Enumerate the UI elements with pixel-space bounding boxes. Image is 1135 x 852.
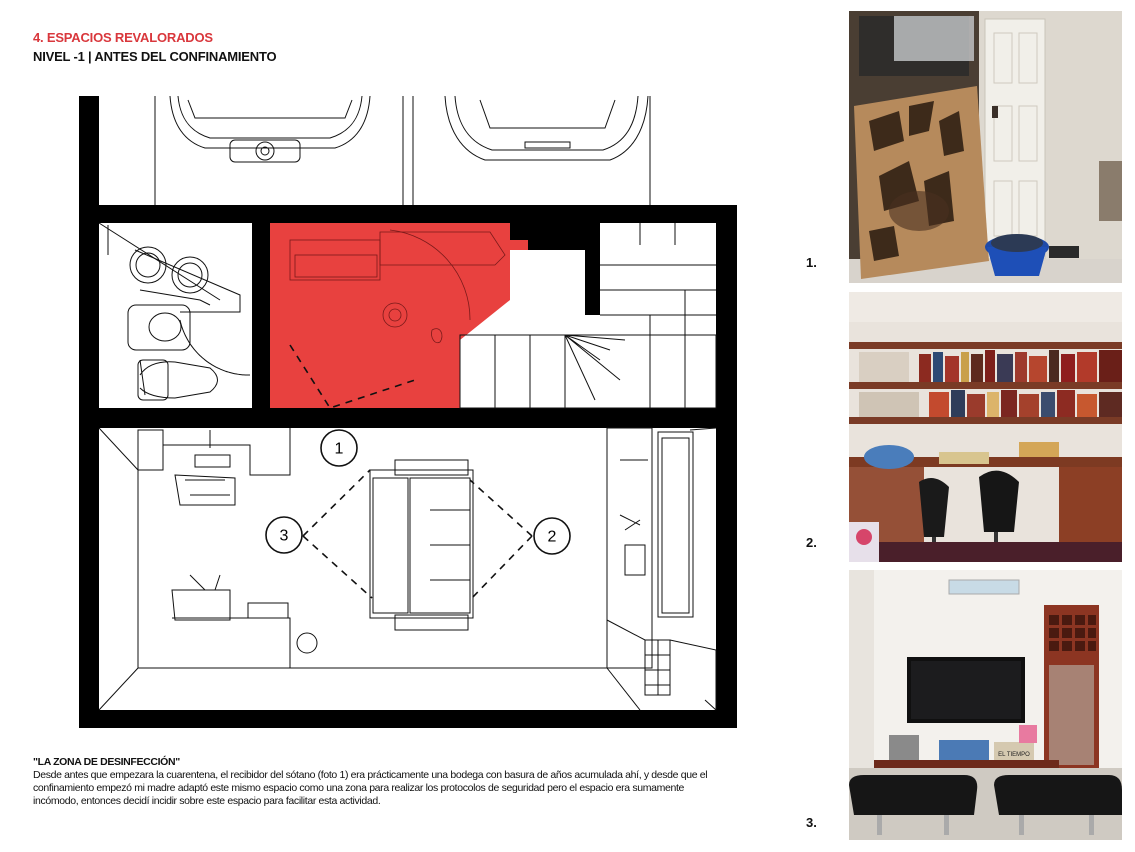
viewpoint-label-3: 3 xyxy=(279,527,289,545)
viewpoint-marker-1 xyxy=(321,430,357,466)
viewpoint-marker-3 xyxy=(266,517,302,553)
photo-number-2: 2. xyxy=(806,535,817,550)
caption xyxy=(33,756,723,808)
viewpoint-marker-2 xyxy=(534,518,570,554)
caption-title: "LA ZONA DE DESINFECCIÓN" xyxy=(33,756,180,768)
bathroom xyxy=(99,223,250,400)
viewpoint-label-2: 2 xyxy=(547,528,557,546)
car-left xyxy=(170,96,370,162)
photo3-tv-brand: EL TIEMPO xyxy=(998,752,1030,758)
photo-3 xyxy=(849,570,1122,840)
section-subtitle: NIVEL -1 | ANTES DEL CONFINAMIENTO xyxy=(33,49,277,64)
photo-number-1: 1. xyxy=(806,255,817,270)
photo-number-3: 3. xyxy=(806,815,817,830)
viewpoint-label-1: 1 xyxy=(334,440,344,458)
photo-1 xyxy=(849,11,1122,283)
section-title: 4. ESPACIOS REVALORADOS xyxy=(33,30,213,45)
photo-2 xyxy=(849,292,1122,562)
car-right xyxy=(445,96,648,160)
entrance-highlight xyxy=(270,223,528,408)
caption-body: Desde antes que empezara la cuarentena, el recibidor del sótano (foto 1) era prácticamente una bodega con basura de años acumulada ahí, y desde que el confinamiento empezó mi madre adaptó este mismo espacio como una zona para realizar los protocolos de seguridad pero el espacio era sumamente incómodo, entonces decidí incidir sobre este espacio para facilitar esta actividad. xyxy=(33,769,708,807)
walls xyxy=(79,96,737,728)
lower-room xyxy=(99,428,716,710)
